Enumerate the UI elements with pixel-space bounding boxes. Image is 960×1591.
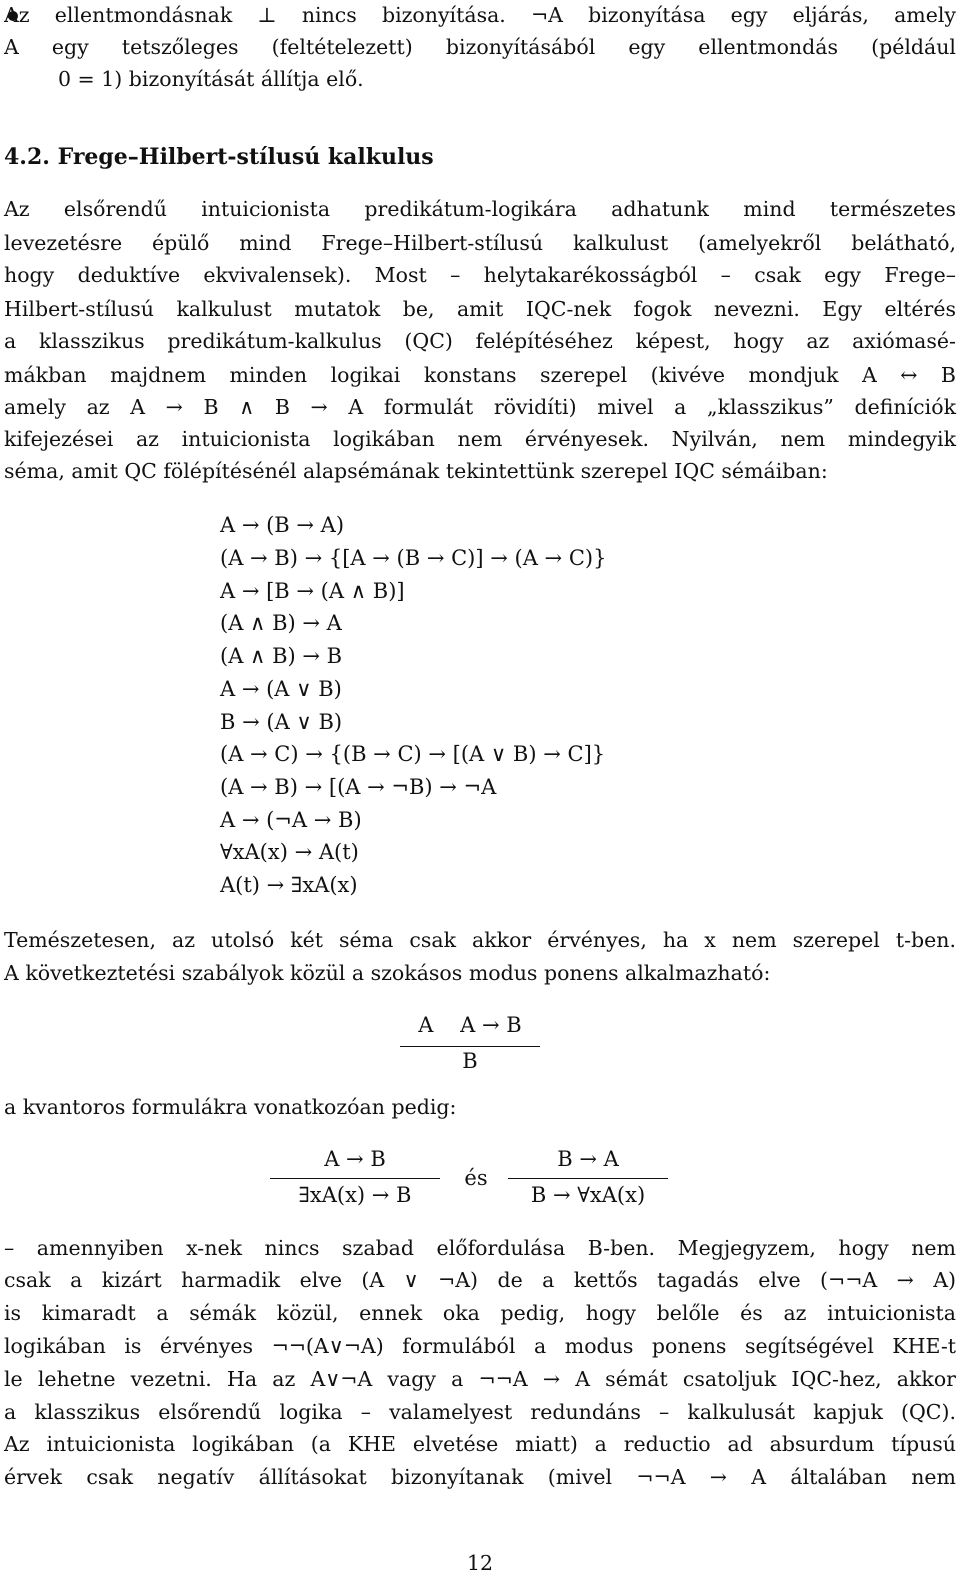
paragraph1-line: Hilbert-stílusú kalkulust mutatok be, amit IQC-nek fogok nevezni. Egy eltérés [4,297,956,321]
modus-ponens-premises: A A → B [418,1013,522,1037]
paragraph1-line: mákban majdnem minden logikai konstans szerepel (kivéve mondjuk A ↔ B [4,363,956,387]
paragraph3-line: is kimaradt a sémák közül, ennek oka pedig, hogy belőle és az intuicionista [4,1301,956,1325]
axiom-formula: (A → B) → [(A → ¬B) → ¬A [220,775,497,799]
bullet-line-1: Az ellentmondásnak ⊥ nincs bizonyítása. ¬A bizonyítása egy eljárás, amely [4,3,956,27]
forall-rule-premise: B → A [557,1147,619,1171]
axiom-formula: A(t) → ∃xA(x) [220,873,358,897]
exists-rule-bar [270,1178,440,1179]
axiom-formula: B → (A ∨ B) [220,710,343,734]
forall-rule-bar [508,1178,668,1179]
paragraph1-line: amely az A → B ∧ B → A formulát rövidíti) mivel a „klasszikus” definíciók [4,395,956,419]
axiom-formula: A → [B → (A ∧ B)] [220,579,405,603]
axiom-formula: A → (A ∨ B) [220,677,342,701]
axiom-formula: (A ∧ B) → B [220,644,343,668]
axiom-formula: (A → C) → {(B → C) → [(A ∨ B) → C]} [220,742,606,766]
axiom-formula: A → (¬A → B) [220,808,362,832]
axiom-formula: (A ∧ B) → A [220,611,342,635]
paragraph3-line: érvek csak negatív állításokat bizonyítanak (mivel ¬¬A → A általában nem [4,1465,956,1489]
paragraph3-line: csak a kizárt harmadik elve (A ∨ ¬A) de a kettős tagadás elve (¬¬A → A) [4,1268,956,1292]
axiom-formula: A → (B → A) [220,513,345,537]
exists-rule-conclusion: ∃xA(x) → B [298,1183,412,1207]
axiom-formula: ∀xA(x) → A(t) [220,840,359,864]
paragraph3-line: le lehetne vezetni. Ha az A∨¬A vagy a ¬¬A → A sémát csatoljuk IQC-hez, akkor [4,1367,956,1391]
bullet-line-3: 0 = 1) bizonyítását állítja elő. [58,67,364,91]
paragraph2-line: A következtetési szabályok közül a szokásos modus ponens alkalmazható: [4,961,771,985]
axiom-formula: (A → B) → {[A → (B → C)] → (A → C)} [220,546,607,570]
paragraph2-line: Temészetesen, az utolsó két séma csak akkor érvényes, ha x nem szerepel t-ben. [4,928,956,952]
quantifier-intro: a kvantoros formulákra vonatkozóan pedig: [4,1095,457,1119]
paragraph3-line: Az intuicionista logikában (a KHE elvetése miatt) a reductio ad absurdum típusú [4,1432,956,1456]
page-number: 12 [466,1551,494,1575]
rule-connector: és [464,1166,488,1190]
paragraph1-line: Az elsőrendű intuicionista predikátum-logikára adhatunk mind természetes [4,197,956,221]
forall-rule-conclusion: B → ∀xA(x) [530,1183,646,1207]
paragraph3-line: logikában is érvényes ¬¬(A∨¬A) formulából a modus ponens segítségével KHE-t [4,1334,956,1358]
bullet-line-2: A egy tetszőleges (feltételezett) bizonyításából egy ellentmondás (például [4,35,956,59]
paragraph1-line: kifejezései az intuicionista logikában nem érvényesek. Nyilván, nem mindegyik [4,427,956,451]
section-heading: 4.2. Frege–Hilbert-stílusú kalkulus [4,144,434,170]
modus-ponens-conclusion: B [462,1049,478,1073]
paragraph1-line: hogy deduktíve ekvivalensek). Most – helytakarékosságból – csak egy Frege– [4,263,956,287]
paragraph1-line: levezetésre épülő mind Frege–Hilbert-stílusú kalkulust (amelyekről belátható, [4,231,956,255]
paragraph3-line: a klasszikus elsőrendű logika – valamelyest redundáns – kalkulusát kapjuk (QC). [4,1400,956,1424]
paragraph1-line: a klasszikus predikátum-kalkulus (QC) felépítéséhez képest, hogy az axiómasé- [4,329,956,353]
paragraph3-line: – amennyiben x-nek nincs szabad előfordulása B-ben. Megjegyzem, hogy nem [4,1236,956,1260]
paragraph1-line: séma, amit QC fölépítésénél alapsémának tekintettünk szerepel IQC sémáiban: [4,459,828,483]
exists-rule-premise: A → B [324,1147,386,1171]
